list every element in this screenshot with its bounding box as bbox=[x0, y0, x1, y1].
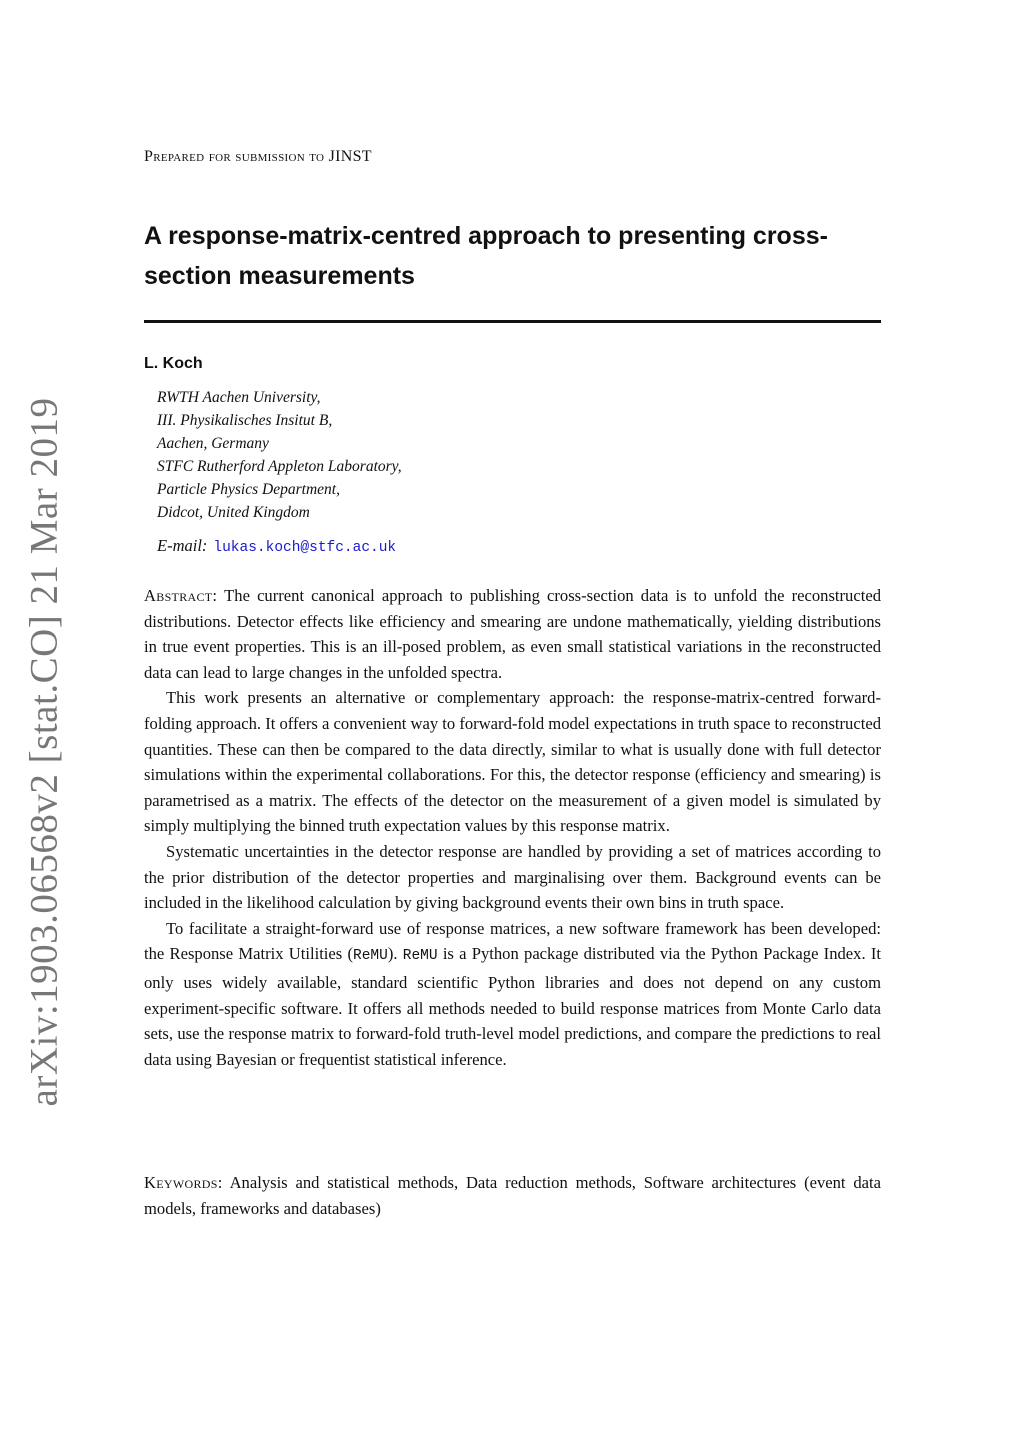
email-label: E-mail: bbox=[157, 536, 208, 555]
abstract-label: Abstract: bbox=[144, 586, 218, 605]
abstract-text: is a Python package distributed via the Python Package Index. It only uses widely available, standard scientific Python libraries and does not depend on any custom experiment-specific software. It offers all methods needed to build response matrices from Monte Carlo data sets, use the response matrix to forward-fold truth-level model predictions, and compare the predictions to real data using Bayesian or frequentist statistical inference. bbox=[144, 944, 881, 1069]
author-email bbox=[157, 536, 396, 556]
paper-title: A response-matrix-centred approach to presenting cross-section measurements bbox=[144, 222, 828, 290]
abstract-paragraph bbox=[144, 916, 881, 1073]
abstract-text: To facilitate a straight-forward use of response matrices, a new software framework has been developed: the Response Matrix Utilities ( bbox=[144, 918, 881, 964]
abstract-text: The current canonical approach to publishing cross-section data is to unfold the reconstructed distributions. Detector effects like efficiency and smearing are undone mathematically, yielding distributions in true event properties. This is an ill-posed problem, as even small statistical variations in the reconstructed data can lead to large changes in the unfolded spectra. bbox=[144, 586, 881, 682]
affiliation-line: Particle Physics Department, bbox=[157, 481, 340, 498]
author-name: L. Koch bbox=[144, 355, 203, 372]
affiliation-line: III. Physikalisches Insitut B, bbox=[157, 412, 333, 429]
abstract-paragraph: This work presents an alternative or complementary approach: the response-matrix-centred forward-folding approach. It offers a convenient way to forward-fold model expectations in truth space to reconstructed quantities. These can then be compared to the data directly, similar to what is usually done with full detector simulations within the experimental collaborations. For this, the detector response (efficiency and smearing) is parametrised as a matrix. The effects of the detector on the measurement of a given model is simulated by simply multiplying the binned truth expectation values by this response matrix. bbox=[144, 688, 881, 836]
affiliation-line: STFC Rutherford Appleton Laboratory, bbox=[157, 458, 402, 475]
author-affiliation bbox=[157, 386, 402, 524]
email-link[interactable]: lukas.koch@stfc.ac.uk bbox=[213, 540, 397, 556]
abstract-paragraph: Systematic uncertainties in the detector response are handled by providing a set of matrices according to the prior distribution of the detector properties and marginalising over them. Background events can be included in the likelihood calculation by giving background events their own bins in truth space. bbox=[144, 841, 881, 913]
code-remu: ReMU bbox=[402, 948, 438, 965]
submission-note: Prepared for submission to JINST bbox=[144, 148, 372, 165]
abstract bbox=[144, 583, 881, 1072]
affiliation-line: RWTH Aachen University, bbox=[157, 389, 321, 406]
abstract-text: ). bbox=[387, 944, 403, 964]
arxiv-identifier-stamp: arXiv:1903.06568v2 [stat.CO] 21 Mar 2019 bbox=[22, 397, 66, 1107]
code-remu: ReMU bbox=[353, 948, 388, 965]
keywords-text: Analysis and statistical methods, Data reduction methods, Software architectures (event data models, frameworks and databases) bbox=[144, 1173, 882, 1218]
affiliation-line: Didcot, United Kingdom bbox=[157, 504, 310, 521]
affiliation-line: Aachen, Germany bbox=[157, 435, 269, 452]
abstract-paragraph bbox=[144, 583, 881, 685]
keywords bbox=[144, 1170, 881, 1221]
title-divider bbox=[144, 320, 881, 323]
keywords-label: Keywords: bbox=[144, 1173, 223, 1192]
